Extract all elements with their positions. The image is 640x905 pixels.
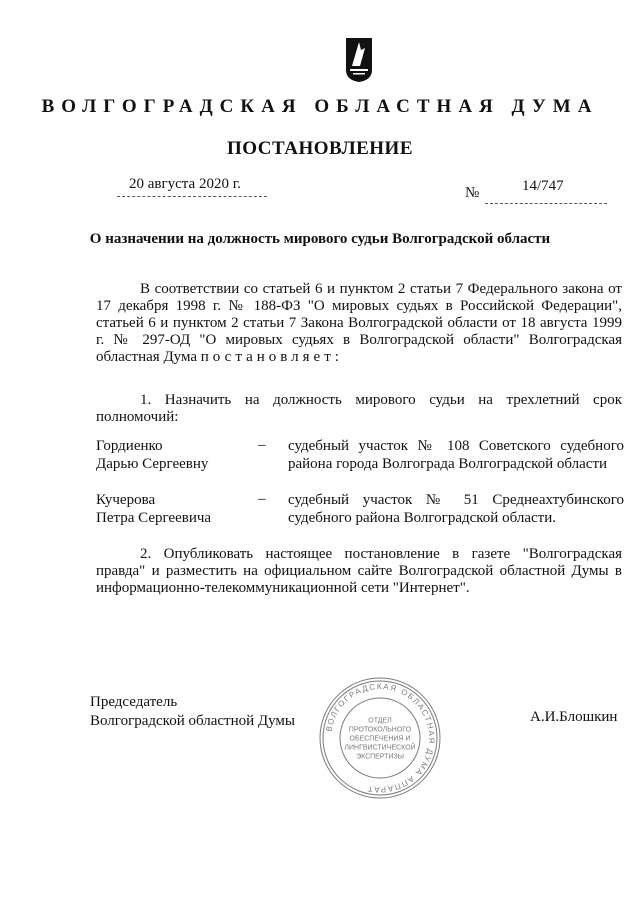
number-underline <box>485 203 607 204</box>
clause-1: 1. Назначить на должность мирового судьи на трехлетний срок полномочий: <box>96 392 622 425</box>
appointee-2 <box>96 491 246 527</box>
document-date: 20 августа 2020 г. <box>129 176 241 192</box>
stamp-center-line: ОБЕСПЕЧЕНИЯ И <box>349 735 411 743</box>
appointee-given-name: Петра Сергеевича <box>96 510 212 526</box>
appointment-dash: – <box>258 491 266 507</box>
signatory-role <box>90 693 295 731</box>
appointment-district: судебный участок № 108 Советского судебного района города Волгограда Волгоградской области <box>288 438 624 472</box>
number-sign: № <box>465 185 480 201</box>
date-underline <box>117 196 267 197</box>
stamp-center-line: ЛИНГВИСТИЧЕСКОЙ <box>344 744 416 752</box>
volgograd-emblem-icon <box>344 36 374 84</box>
stamp-center-line: ОТДЕЛ <box>368 717 392 725</box>
appointee-surname: Кучерова <box>96 492 156 508</box>
document-title: О назначении на должность мирового судьи Волгоградской области <box>89 231 551 247</box>
appointment-district: судебный участок № 51 Среднеахтубинского судебного района Волгоградской области. <box>288 492 624 526</box>
preamble-text: В соответствии со статьей 6 и пунктом 2 статьи 7 Федерального закона от 17 декабря 1998 г. № 188-ФЗ "О мировых судьях в Российской Федерации", статьей 6 и пунктом 2 статьи 7 Закона Волгоградской области от 18 августа 1999 г. № 297-ОД "О мировых судьях в Волгоградской области" Волгоградская областная Дума <box>96 281 622 365</box>
appointment-dash: – <box>258 437 266 453</box>
appointee-1 <box>96 437 246 473</box>
preamble-paragraph <box>96 281 622 366</box>
preamble-action: постановляет: <box>200 349 343 365</box>
clause-2: 2. Опубликовать настоящее постановление в газете "Волгоградская правда" и разместить на официальном сайте Волгоградской областной Думы в информационно-телекоммуникационной сети "Интернет". <box>96 546 622 596</box>
signatory-role-line-2: Волгоградской областной Думы <box>90 713 295 729</box>
seal-stamp-icon <box>318 676 442 800</box>
signatory-name: А.И.Блошкин <box>530 709 618 725</box>
organization-name: ВОЛГОГРАДСКАЯ ОБЛАСТНАЯ ДУМА <box>41 96 599 117</box>
document-type: ПОСТАНОВЛЕНИЕ <box>226 138 414 159</box>
svg-text:ВОЛГОГРАДСКАЯ ОБЛАСТНАЯ ДУМА А: ВОЛГОГРАДСКАЯ ОБЛАСТНАЯ ДУМА АППАРАТ <box>324 681 437 795</box>
stamp-center-line: ЭКСПЕРТИЗЫ <box>356 753 404 761</box>
appointee-given-name: Дарью Сергеевну <box>96 456 209 472</box>
appointee-surname: Гордиенко <box>96 438 163 454</box>
signatory-role-line-1: Председатель <box>90 694 178 710</box>
stamp-center-line: ПРОТОКОЛЬНОГО <box>348 726 412 734</box>
document-number: 14/747 <box>522 178 564 194</box>
